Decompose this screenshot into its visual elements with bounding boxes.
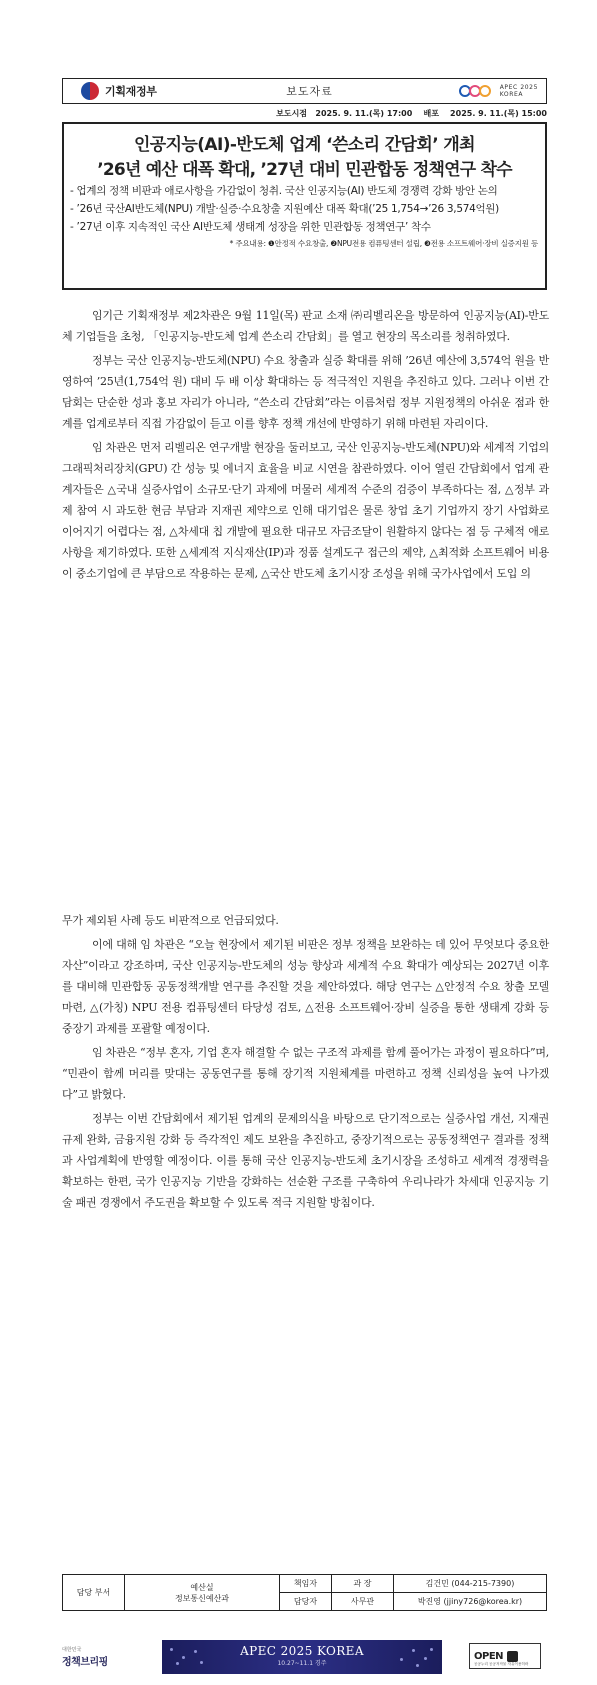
article-body-bottom [62, 910, 549, 1216]
open-caption: 공공누리 공공저작물 자유이용허락 [474, 1662, 529, 1666]
subheadline: ’26년 예산 대폭 확대, ’27년 대비 민관합동 정책연구 착수 [97, 160, 512, 180]
paragraph: 임 차관은 “정부 혼자, 기업 혼자 해결할 수 없는 구조적 과제를 함께 풀어가는 과정이 필요하다”며, “민관이 함께 머리를 맞대는 공동연구를 통해 장기적 지원체계를 마련하고 정책 신뢰성을 높여 나가겠다”고 밝혔다. [62, 1046, 549, 1101]
open-label: OPEN [474, 1650, 504, 1662]
summary-item: - ’27년 이후 지속적인 국산 AI반도체 생태계 성장을 위한 민관합동 정책연구’ 착수 [70, 221, 431, 233]
headline: 인공지능(AI)-반도체 업계 ‘쓴소리 간담회’ 개최 [133, 135, 476, 155]
resp-title: 과 장 [332, 1575, 394, 1593]
policy-briefing-logo [62, 1646, 122, 1668]
resp-label: 책임자 [280, 1575, 332, 1593]
license-icon [507, 1651, 518, 1662]
brief-country: 대한민국 [62, 1647, 82, 1653]
summary-note: * 주요내용: ❶안정적 수요창출, ❷NPU전용 컴퓨팅센터 설립, ❸전용 소프트웨어·장비 실증지원 등 [229, 239, 538, 248]
paragraph: 이에 대해 임 차관은 “오늘 현장에서 제기된 비판은 정부 정책을 보완하는 데 있어 무엇보다 중요한 자산”이라고 강조하며, 국산 인공지능-반도체의 성능 향상과 세계적 수요 확대가 예상되는 2027년 이후를 대비해 민관합동 공동정책개발 연구를 추진할 것을 제안하였다. 해당 연구는 △안정적 수요 창출 모델 마련, △(가칭) NPU 전용 컴퓨팅센터 타당성 검토, △전용 소프트웨어·장비 실증을 통한 생태계 강화 등 중장기 과제를 포괄할 예정이다. [62, 938, 549, 1035]
dept-division: 정보통신예산과 [174, 1593, 230, 1603]
kogl-open-badge [469, 1643, 541, 1669]
summary-list [70, 184, 540, 249]
paragraph: 정부는 국산 인공지능-반도체(NPU) 수요 창출과 실증 확대를 위해 ’26년 예산에 3,574억 원을 반영하여 ’25년(1,754억 원) 대비 두 배 이상 확대하는 등 적극적인 지원을 추진하고 있다. 그러나 이번 간담회는 단순한 성과 홍보 자리가 아니라, “쓴소리 간담회”라는 이름처럼 정부 지원정책의 아쉬운 점과 한계를 업계로부터 직접 가감없이 듣고 이를 향후 정책 개선에 반영하기 위해 마련된 자리이다. [62, 354, 549, 430]
apec-emblem-icon [459, 84, 497, 98]
doc-type: 보도자료 [286, 85, 333, 98]
paragraph: 임기근 기획재정부 제2차관은 9월 11일(목) 판교 소재 ㈜리벨리온을 방문하여 인공지능(AI)-반도체 기업들을 초청, 「인공지능-반도체 업계 쓴소리 간담회」를 열고 현장의 목소리를 청취하였다. [62, 309, 549, 343]
header-bar [62, 78, 547, 104]
apec-logo [416, 84, 546, 98]
dept-name [125, 1575, 280, 1611]
banner-dates: 10.27~11.1 경주 [277, 1660, 327, 1667]
article-body-top [62, 305, 549, 587]
release-schedule: 보도시점 2025. 9. 11.(목) 17:00 배포 2025. 9. 11.(목) 15:00 [276, 109, 547, 118]
banner-decoration-icon [396, 1646, 436, 1668]
banner-title: APEC 2025 KOREA [240, 1644, 364, 1658]
dept-office: 예산실 [190, 1582, 214, 1592]
apec-country: KOREA [499, 91, 524, 98]
title-box [62, 122, 547, 290]
ministry-block [63, 82, 203, 100]
summary-item: - 업계의 정책 비판과 애로사항을 가감없이 청취. 국산 인공지능(AI) 반도체 경쟁력 강화 방안 논의 [70, 185, 498, 197]
brief-title: 정책브리핑 [62, 1657, 108, 1668]
banner-decoration-icon [168, 1646, 208, 1668]
summary-item: - ’26년 국산AI반도체(NPU) 개발·실증·수요창출 지원예산 대폭 확대(’25 1,754→’26 3,574억원) [70, 203, 499, 215]
staff-label: 담당자 [280, 1593, 332, 1611]
contact-table [62, 1574, 547, 1611]
staff-contact: 박진영 (jjiny726@korea.kr) [394, 1593, 547, 1611]
apec-banner [162, 1640, 442, 1674]
ministry-name: 기획재정부 [105, 85, 157, 98]
paragraph: 임 차관은 먼저 리벨리온 연구개발 현장을 둘러보고, 국산 인공지능-반도체(NPU)와 세계적 기업의 그래픽처리장치(GPU) 간 성능 및 에너지 효율을 비교 시연을 참관하였다. 이어 열린 간담회에서 업계 관계자들은 △국내 실증사업이 소규모·단기 과제에 머물러 세계적 수준의 검증이 부족하다는 점, △정부 과제 참여 시 과도한 현금 부담과 지재권 제약으로 인해 대기업은 물론 창업 초기 기업까지 장기 사업화로 이어지기 어렵다는 점, △차세대 칩 개발에 필요한 대규모 자금조달이 원활하지 않다는 점 등 구체적 애로사항을 제기하였다. 또한 △세계적 지식재산(IP)과 정품 설계도구 접근의 제약, △최적화 소프트웨어 비용이 중소기업에 큰 부담으로 작용하는 문제, △국산 반도체 초기시장 조성을 위해 국가사업에서 도입 의 [62, 441, 549, 580]
ministry-emblem-icon [81, 82, 99, 100]
paragraph: 정부는 이번 간담회에서 제기된 업계의 문제의식을 바탕으로 단기적으로는 실증사업 개선, 지재권 규제 완화, 금융지원 강화 등 즉각적인 제도 보완을 추진하고, 중장기적으로는 공동정책연구 결과를 정책과 사업계획에 반영할 예정이다. 이를 통해 국산 인공지능-반도체 초기시장을 조성하고 세계적 경쟁력을 확보하는 한편, 국가 인공지능 기반을 강화하는 선순환 구조를 구축하여 우리나라가 차세대 인공지능 기술 패권 경쟁에서 주도권을 확보할 수 있도록 적극 지원할 방침이다. [62, 1112, 549, 1209]
resp-contact: 김건민 (044-215-7390) [394, 1575, 547, 1593]
dept-label: 담당 부서 [63, 1575, 125, 1611]
apec-label: APEC 2025 [499, 84, 538, 91]
staff-title: 사무관 [332, 1593, 394, 1611]
footer [62, 1640, 547, 1674]
paragraph: 무가 제외된 사례 등도 비판적으로 언급되었다. [62, 914, 279, 927]
